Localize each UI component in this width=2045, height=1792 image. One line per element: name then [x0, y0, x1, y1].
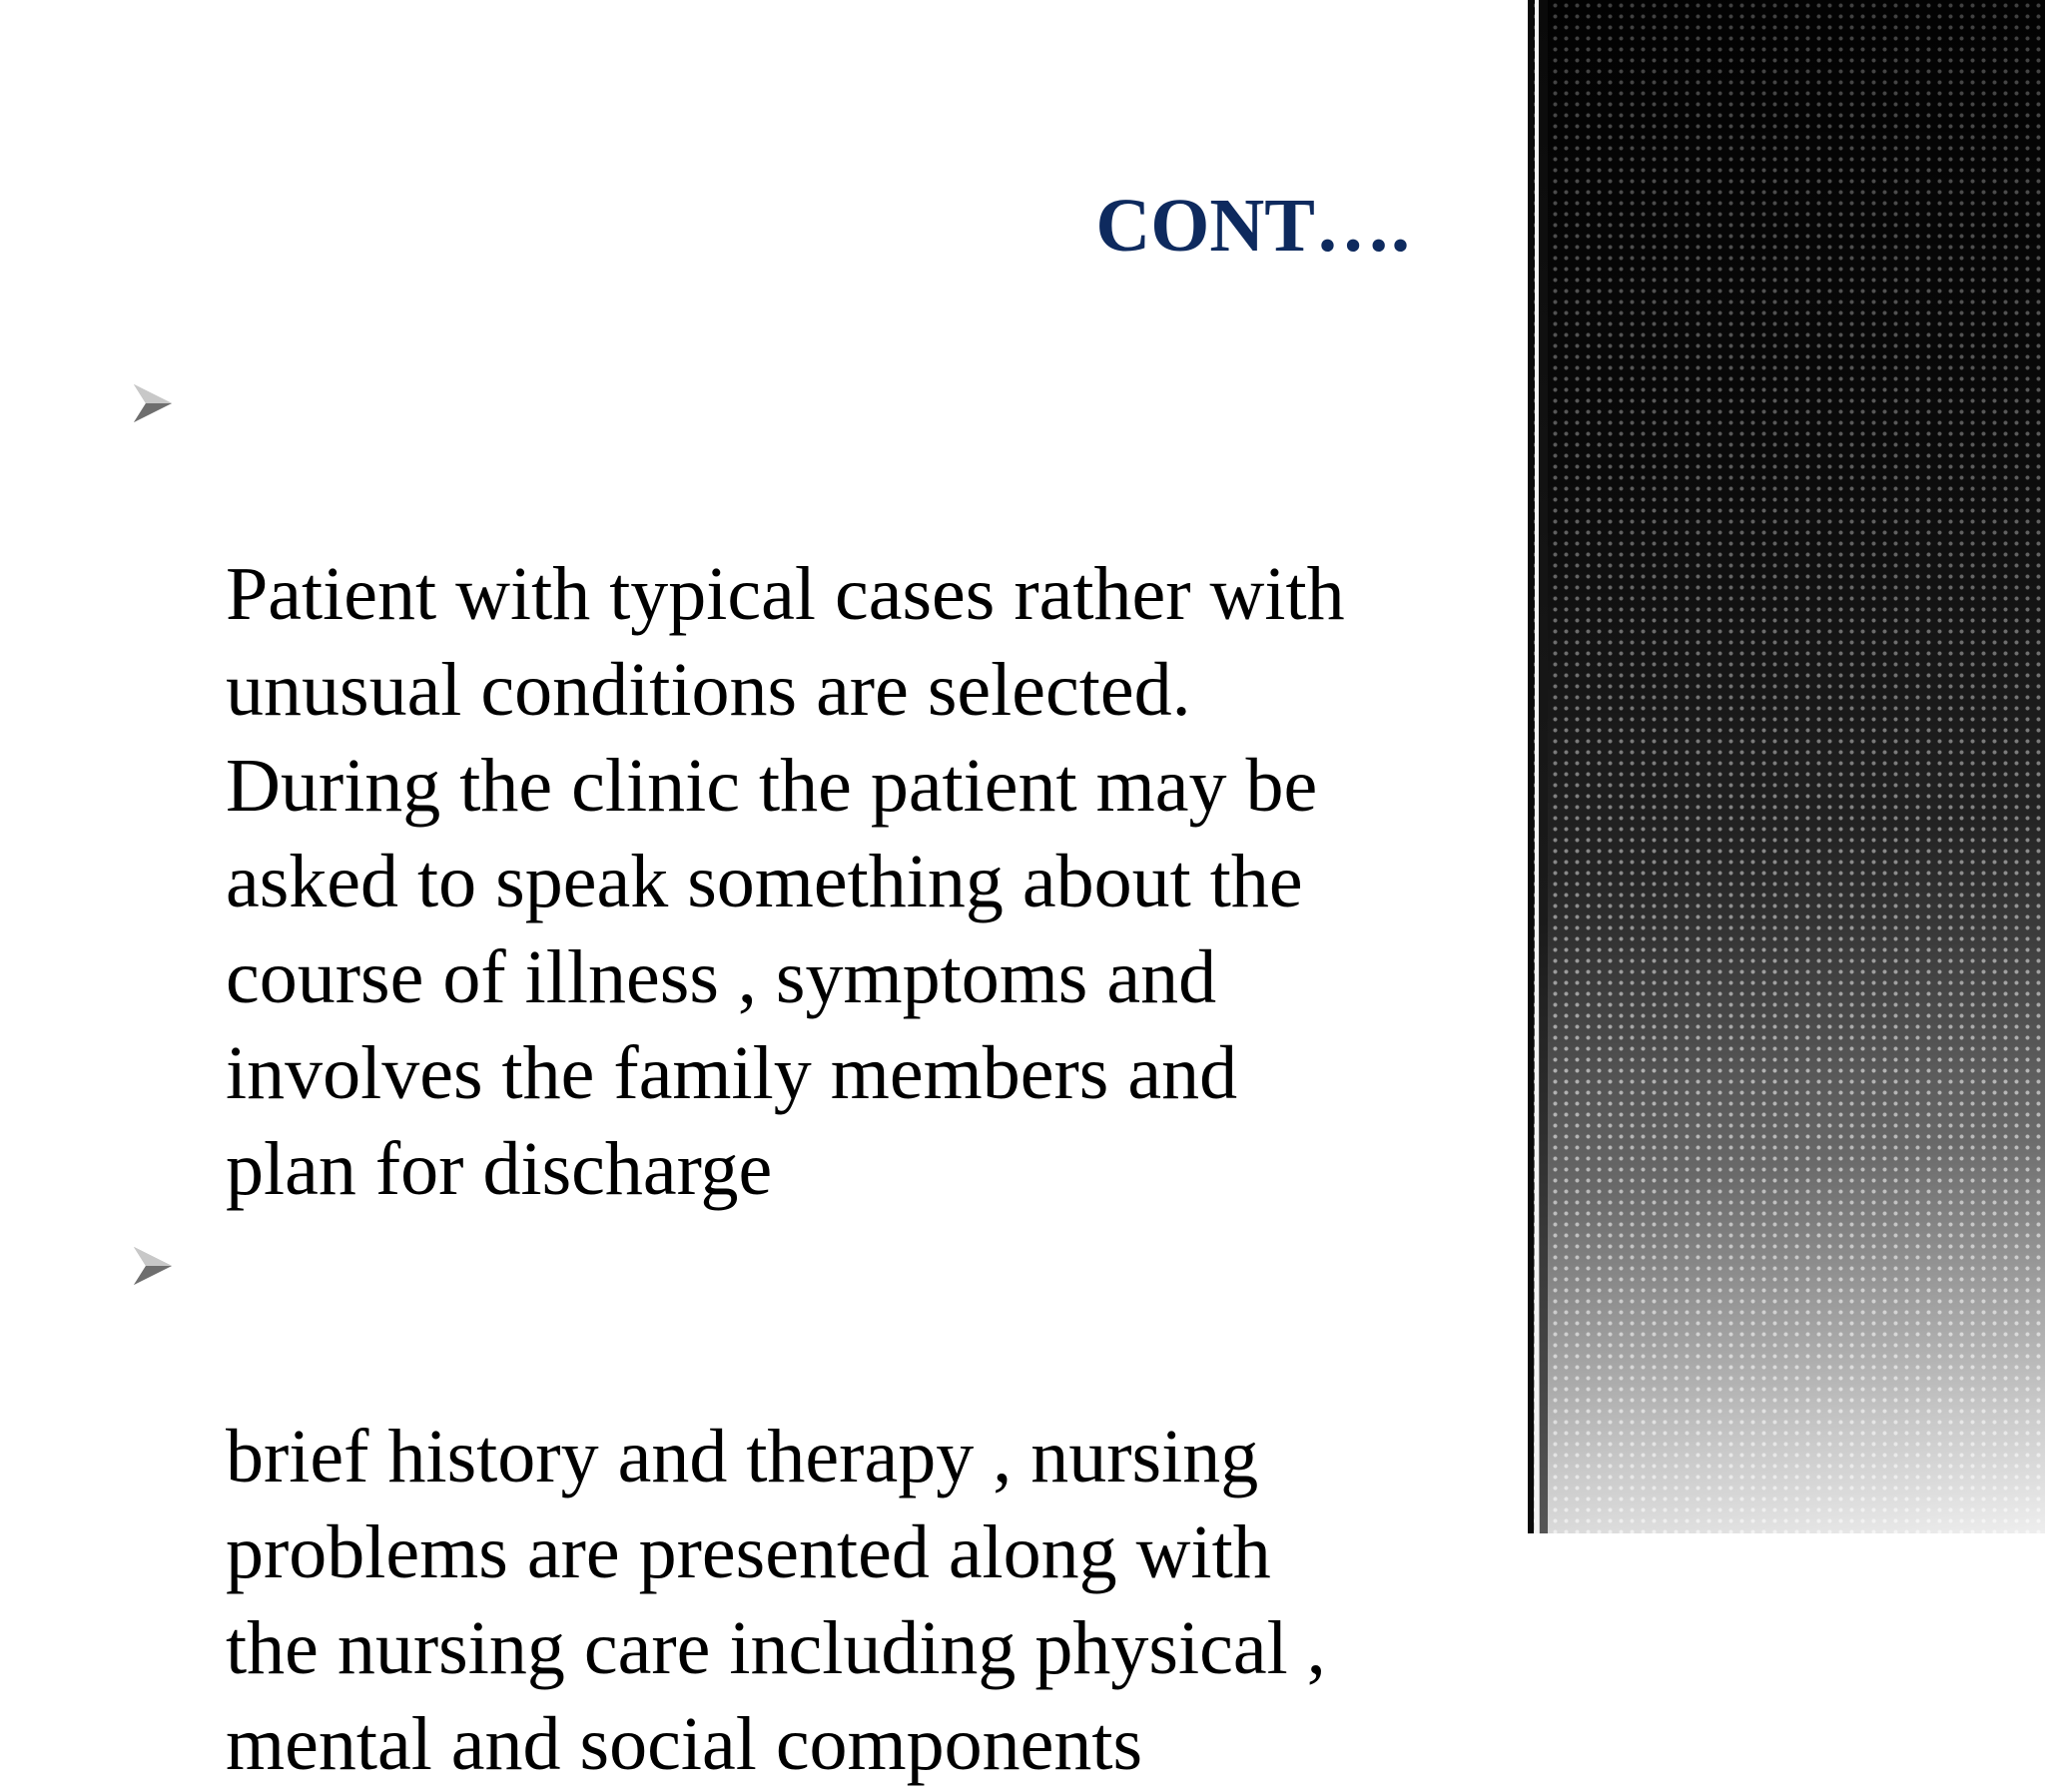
bullet-item	[0, 1217, 1438, 1792]
bullet-text: brief history and therapy , nursing problems are presented along with the nursing care including physical , mental and social components	[226, 1415, 1326, 1786]
panel-divider-shadow	[1540, 0, 1548, 1533]
bullet-item	[0, 354, 1438, 1217]
arrow-bullet-icon	[130, 380, 176, 426]
bullet-list	[0, 354, 1438, 1792]
bullet-text: Patient with typical cases rather with unusual conditions are selected. During the clinic the patient may be asked to speak something about the course of illness , symptoms and involves the family members and plan for discharge	[226, 552, 1345, 1211]
decorative-side-panel	[1528, 0, 2045, 1533]
arrow-bullet-icon	[130, 1243, 176, 1289]
panel-divider-light	[1535, 0, 1539, 1533]
panel-divider-dark	[1528, 0, 1534, 1533]
slide-title: CONT….	[1095, 184, 1410, 268]
